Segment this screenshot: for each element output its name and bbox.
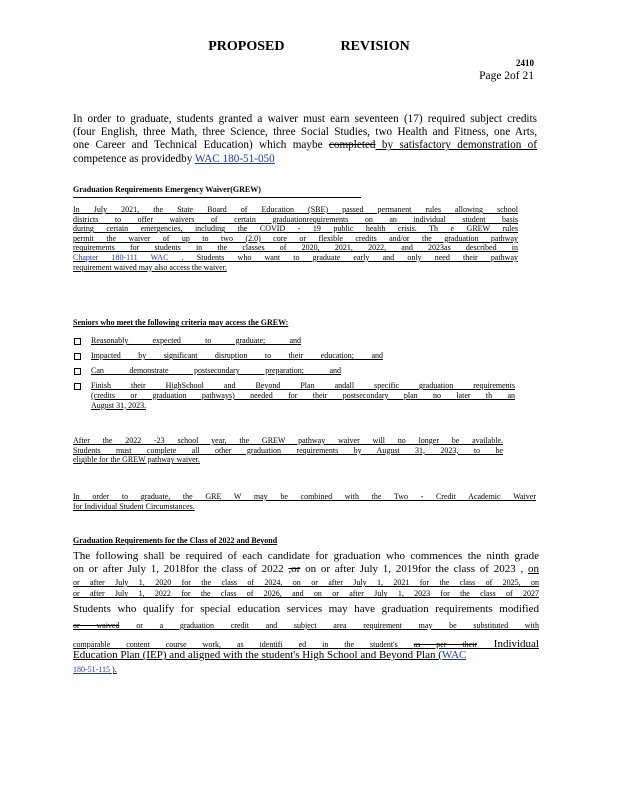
criteria-item xyxy=(91,351,383,361)
wac-link[interactable]: 180-51-115 xyxy=(73,665,111,674)
grad2022-line: or after July 1, 2022 for the class of 2026, and on or after July 1, 2023 for the class of 2027 xyxy=(73,589,539,599)
combined-paragraph xyxy=(73,492,536,511)
grew-line: permit the waiver of up to two (2.0) core or flexible credits and/or the graduation pathway xyxy=(73,233,518,243)
intro-text: competence as providedby xyxy=(73,152,195,165)
grad2022-heading: Graduation Requirements for the Class of 2022 and Beyond xyxy=(73,536,278,545)
grad2022-text: on or after July 1, 2018for the class of 2022 xyxy=(73,562,289,575)
intro-text: one Career and Technical Education) which maybe xyxy=(73,139,329,152)
grad2022-paragraph xyxy=(73,550,539,575)
title-word-revision: REVISION xyxy=(340,39,410,54)
combined-line: for Individual Student Circumstances. xyxy=(73,501,195,511)
criteria-text: August 31, 2023. xyxy=(91,400,147,410)
grew-heading: Graduation Requirements Emergency Waiver(GREW) xyxy=(73,185,261,194)
grew-line: districts to offer waivers of certain graduationrequirements on an individual student basis xyxy=(73,214,518,224)
grad2022-text: on or after July 1, 2019for the class of 2023 , xyxy=(300,562,528,575)
struck-text: as per their xyxy=(413,640,478,649)
grad2022-line xyxy=(73,563,539,576)
checkbox-icon xyxy=(74,338,81,347)
grew-line: during certain emergencies, including the COVID - 19 public health crisis. Th e GREW rules xyxy=(73,224,518,234)
grad2022-plan xyxy=(73,649,539,662)
grad2022-text: comparable content course work, as identifi ed in the student's xyxy=(73,640,414,649)
struck-text: completed xyxy=(328,139,376,152)
intro-line: (four English, three Math, three Science, three Social Studies, two Health and Fitness, one Arts, xyxy=(73,126,537,139)
combined-line: In order to graduate, the GRE W may be combined with the Two - Credit Academic Waiver xyxy=(73,492,536,501)
chapter-link[interactable]: Chapter 180-111 WAC xyxy=(73,252,169,262)
intro-line xyxy=(73,153,537,166)
grew-line: In July 2021, the State Board of Education (SBE) passed permanent rules allowing school xyxy=(73,205,518,214)
grad2022-text: on xyxy=(527,562,539,575)
criteria-text: Impacted by significant disruption to their education; and xyxy=(91,351,383,360)
criteria-item xyxy=(91,366,341,376)
grad2022-text: Education Plan (IEP) and aligned with the student's High School and Beyond Plan ( xyxy=(73,649,442,661)
intro-paragraph xyxy=(73,113,537,166)
struck-text: or waived xyxy=(73,621,120,630)
grad2022-text: ). xyxy=(110,665,117,674)
grad2022-text: or a graduation credit and subject area requirement may be substituted with xyxy=(119,621,540,630)
after-paragraph xyxy=(73,436,503,465)
checkbox-icon xyxy=(74,353,81,362)
grad2022-substitution xyxy=(73,620,539,632)
document-number: 2410 xyxy=(516,58,534,68)
title-word-proposed: PROPOSED xyxy=(208,39,285,54)
intro-line xyxy=(73,139,537,152)
page-number: Page 2of 21 xyxy=(479,70,534,82)
checkbox-icon xyxy=(74,368,81,377)
grad2022-dates xyxy=(73,577,539,600)
page-title xyxy=(0,39,618,55)
criteria-item xyxy=(91,381,515,410)
criteria-text: Finish their HighSchool and Beyond Plan andall specific graduation requirements xyxy=(91,381,515,390)
grew-paragraph xyxy=(73,205,518,272)
criteria-text: Can demonstrate postsecondary preparation; and xyxy=(91,366,341,375)
criteria-text: (credits or graduation pathways) needed for their postsecondary plan no later th an xyxy=(91,390,515,400)
grad2022-text: Individual xyxy=(477,638,539,650)
intro-line: In order to graduate, students granted a waiver must earn seventeen (17) required subject credits xyxy=(73,113,537,125)
struck-text: ,or xyxy=(288,562,301,575)
criteria-item xyxy=(91,336,301,346)
after-line: Students must complete all other graduation requirements by August 31, 2023, to be xyxy=(73,445,503,455)
grew-text: . Students who want to graduate early and only need their pathway xyxy=(168,252,518,262)
grew-line: requirements for students in the classes of 2020, 2021, 2022, and 2023as described in xyxy=(73,243,518,253)
after-line: eligible for the GREW pathway waiver. xyxy=(73,455,200,465)
grad2022-line: The following shall be required of each candidate for graduation who commences the ninth grade xyxy=(73,550,539,562)
heading-underline xyxy=(73,197,361,198)
grad2022-line xyxy=(73,620,539,632)
grad2022-special-ed xyxy=(73,603,539,616)
intro-text: by satisfactory demonstration of xyxy=(375,139,537,152)
grew-line xyxy=(73,253,518,263)
grew-line: requirement waived may also access the waiver. xyxy=(73,262,227,272)
grad2022-line: or after July 1, 2020 for the class of 2024, on or after July 1, 2021 for the class of 2025, on xyxy=(73,578,539,587)
wac-link[interactable]: WAC xyxy=(441,649,467,661)
grad2022-plan-end xyxy=(73,665,117,674)
checkbox-icon xyxy=(74,383,81,392)
wac-link[interactable]: WAC 180-51-050 xyxy=(194,152,275,165)
seniors-heading: Seniors who meet the following criteria may access the GREW: xyxy=(73,318,289,327)
after-line: After the 2022 -23 school year, the GREW pathway waiver will no longer be available. xyxy=(73,436,503,445)
criteria-text: Reasonably expected to graduate; and xyxy=(91,336,301,345)
grad2022-line: Students who qualify for special education services may have graduation requirements modified xyxy=(73,603,539,615)
